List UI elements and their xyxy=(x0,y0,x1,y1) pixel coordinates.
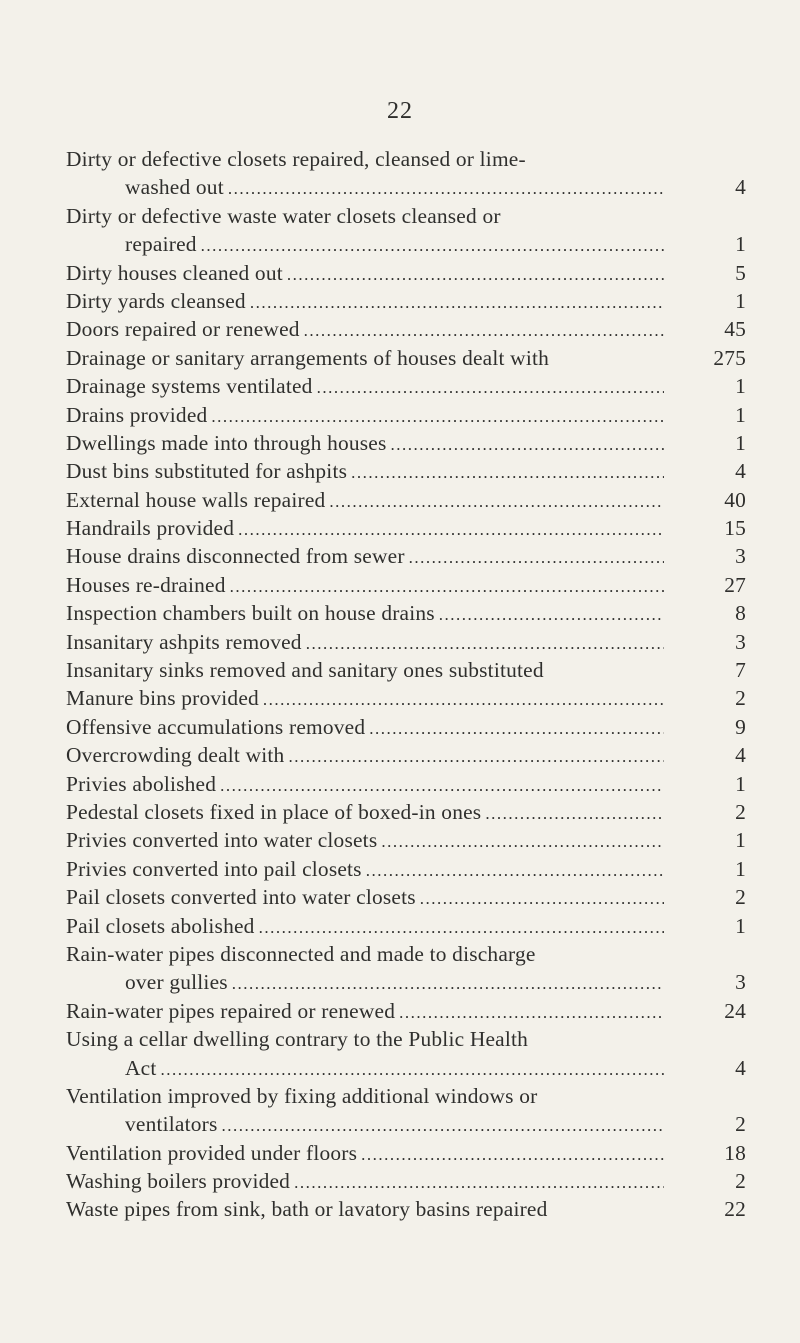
entry-label: repaired xyxy=(125,232,197,257)
dot-leader xyxy=(351,459,664,487)
dot-leader xyxy=(232,970,664,998)
entry-line xyxy=(66,826,664,854)
list-item xyxy=(66,514,746,542)
entry-line xyxy=(66,401,664,429)
entry-label: Washing boilers provided xyxy=(66,1169,291,1194)
list-item xyxy=(66,770,746,798)
entry-label: Doors repaired or renewed xyxy=(66,317,300,342)
list-item xyxy=(66,855,746,883)
entry-line xyxy=(66,599,664,627)
entry-count: 4 xyxy=(735,459,746,484)
list-item xyxy=(66,571,746,599)
list-item xyxy=(66,1167,746,1195)
entry-count: 1 xyxy=(735,374,746,399)
entry-label: Dirty yards cleansed xyxy=(66,288,246,313)
entry-label: Dwellings made into through houses xyxy=(66,430,387,455)
entry-line xyxy=(66,1167,664,1195)
dot-leader xyxy=(238,516,664,544)
dot-leader xyxy=(361,1141,664,1169)
entry-line xyxy=(66,457,664,485)
entry-line xyxy=(66,259,664,287)
entry-count: 1 xyxy=(735,288,746,313)
entry-line xyxy=(66,173,664,201)
entry-count: 1 xyxy=(735,402,746,427)
entry-count: 1 xyxy=(735,430,746,455)
dot-leader xyxy=(161,1056,665,1084)
entry-count: 4 xyxy=(735,175,746,200)
entry-count: 2 xyxy=(735,799,746,824)
list-item xyxy=(66,684,746,712)
entry-line xyxy=(66,486,664,514)
entry-count: 40 xyxy=(724,487,746,512)
entry-label: Insanitary sinks removed and sanitary ones substituted xyxy=(66,658,544,683)
entry-label: Pail closets converted into water closets xyxy=(66,885,416,910)
entry-line xyxy=(66,912,664,940)
entry-count: 2 xyxy=(735,885,746,910)
entry-label: Privies converted into pail closets xyxy=(66,856,362,881)
dot-leader xyxy=(287,261,664,289)
dot-leader xyxy=(391,431,665,459)
entry-label: over gullies xyxy=(125,970,228,995)
entry-label: Manure bins provided xyxy=(66,686,259,711)
entry-label: Privies converted into water closets xyxy=(66,828,378,853)
dot-leader xyxy=(228,175,664,203)
entry-count: 2 xyxy=(735,1112,746,1137)
list-item xyxy=(66,486,746,514)
dot-leader xyxy=(263,686,664,714)
entry-count: 1 xyxy=(735,232,746,257)
dot-leader xyxy=(294,1169,664,1197)
list-item xyxy=(66,372,746,400)
entry-count: 4 xyxy=(735,1055,746,1080)
entry-count: 8 xyxy=(735,601,746,626)
list-item xyxy=(66,997,746,1025)
entry-label: Houses re-drained xyxy=(66,572,226,597)
list-item xyxy=(66,741,746,769)
dot-leader xyxy=(485,800,664,828)
entry-line xyxy=(66,798,664,826)
entry-label: Overcrowding dealt with xyxy=(66,743,285,768)
entry-label: Drainage or sanitary arrangements of houses dealt with xyxy=(66,345,550,370)
entry-label: Using a cellar dwelling contrary to the Public Health xyxy=(66,1027,529,1052)
entry-count: 1 xyxy=(735,913,746,938)
dot-leader xyxy=(317,374,664,402)
entry-label: Rain-water pipes disconnected and made to discharge xyxy=(66,941,536,966)
entry-line xyxy=(66,429,664,457)
entry-label: ventilators xyxy=(125,1112,218,1137)
list-item xyxy=(66,826,746,854)
list-item xyxy=(66,1082,746,1139)
entry-count: 2 xyxy=(735,1169,746,1194)
entry-count: 5 xyxy=(735,260,746,285)
dot-leader xyxy=(259,914,664,942)
dot-leader xyxy=(369,715,664,743)
list-item xyxy=(66,145,746,202)
list-item xyxy=(66,429,746,457)
entry-line xyxy=(66,883,664,911)
list-item xyxy=(66,628,746,656)
entry-count: 7 xyxy=(735,658,746,683)
list-item xyxy=(66,202,746,259)
list-item xyxy=(66,287,746,315)
entry-count: 27 xyxy=(724,572,746,597)
entry-line xyxy=(66,741,664,769)
list-item xyxy=(66,259,746,287)
list-item xyxy=(66,883,746,911)
entry-line xyxy=(66,1054,664,1082)
dot-leader xyxy=(222,1112,665,1140)
entry-count: 3 xyxy=(735,970,746,995)
dot-leader xyxy=(329,488,664,516)
list-item xyxy=(66,1025,746,1082)
dot-leader xyxy=(288,743,664,771)
entry-label: Waste pipes from sink, bath or lavatory basins repaired xyxy=(66,1197,548,1222)
dot-leader xyxy=(420,885,664,913)
list-item xyxy=(66,940,746,997)
entry-line xyxy=(66,684,664,712)
dot-leader xyxy=(304,317,664,345)
entry-label: Offensive accumulations removed xyxy=(66,714,366,739)
dot-leader xyxy=(366,857,664,885)
entry-line xyxy=(66,315,664,343)
dot-leader xyxy=(399,999,664,1027)
entry-count: 1 xyxy=(735,771,746,796)
entry-label: External house walls repaired xyxy=(66,487,326,512)
list-item xyxy=(66,1195,746,1223)
entry-label: Privies abolished xyxy=(66,771,217,796)
entry-label: House drains disconnected from sewer xyxy=(66,544,405,569)
entry-label: Dirty or defective waste water closets cleansed or xyxy=(66,203,501,228)
list-item xyxy=(66,713,746,741)
entry-label: Dust bins substituted for ashpits xyxy=(66,459,348,484)
entry-label: Drains provided xyxy=(66,402,208,427)
entry-line xyxy=(66,997,664,1025)
dot-leader xyxy=(211,403,664,431)
entry-line xyxy=(66,514,664,542)
entry-count: 15 xyxy=(724,516,746,541)
entry-line xyxy=(66,628,664,656)
entry-count: 18 xyxy=(724,1140,746,1165)
entry-label: Insanitary ashpits removed xyxy=(66,629,302,654)
page-number: 22 xyxy=(387,98,413,124)
entries-list xyxy=(66,145,746,1224)
entry-line xyxy=(66,1110,664,1138)
entry-label: Dirty or defective closets repaired, cleansed or lime- xyxy=(66,147,526,171)
entry-count: 3 xyxy=(735,544,746,569)
entry-line xyxy=(66,542,664,570)
dot-leader xyxy=(381,828,664,856)
dot-leader xyxy=(409,544,664,572)
list-item xyxy=(66,798,746,826)
entry-label: Rain-water pipes repaired or renewed xyxy=(66,998,396,1023)
dot-leader xyxy=(306,630,664,658)
list-item xyxy=(66,344,746,372)
list-item xyxy=(66,599,746,627)
entry-count: 4 xyxy=(735,743,746,768)
entry-label: washed out xyxy=(125,175,224,200)
entry-label: Pedestal closets fixed in place of boxed-in ones xyxy=(66,799,482,824)
entry-line xyxy=(66,968,664,996)
entry-line xyxy=(66,770,664,798)
entry-label: Act xyxy=(125,1055,157,1080)
entry-label: Inspection chambers built on house drains xyxy=(66,601,435,626)
list-item xyxy=(66,315,746,343)
entry-line xyxy=(66,855,664,883)
entry-count: 24 xyxy=(724,998,746,1023)
entry-label: Ventilation provided under floors xyxy=(66,1140,358,1165)
entry-count: 275 xyxy=(713,345,746,370)
list-item xyxy=(66,1139,746,1167)
dot-leader xyxy=(201,232,664,260)
entry-label: Ventilation improved by fixing additional windows or xyxy=(66,1083,538,1108)
dot-leader xyxy=(220,772,664,800)
dot-leader xyxy=(250,289,664,317)
entry-count: 2 xyxy=(735,686,746,711)
list-item xyxy=(66,457,746,485)
entry-line xyxy=(66,372,664,400)
list-item xyxy=(66,656,746,684)
dot-leader xyxy=(439,601,664,629)
dot-leader xyxy=(230,573,664,601)
list-item xyxy=(66,912,746,940)
entry-count: 1 xyxy=(735,828,746,853)
entry-count: 45 xyxy=(724,317,746,342)
entry-label: Pail closets abolished xyxy=(66,913,255,938)
entry-line xyxy=(66,230,664,258)
entry-line xyxy=(66,1139,664,1167)
entry-count: 3 xyxy=(735,629,746,654)
list-item xyxy=(66,542,746,570)
entry-count: 22 xyxy=(724,1197,746,1222)
entry-count: 1 xyxy=(735,856,746,881)
entry-label: Handrails provided xyxy=(66,516,235,541)
entry-line xyxy=(66,287,664,315)
list-item xyxy=(66,401,746,429)
entry-line xyxy=(66,713,664,741)
entry-label: Dirty houses cleaned out xyxy=(66,260,283,285)
entry-line xyxy=(66,571,664,599)
entry-count: 9 xyxy=(735,714,746,739)
entry-label: Drainage systems ventilated xyxy=(66,374,313,399)
